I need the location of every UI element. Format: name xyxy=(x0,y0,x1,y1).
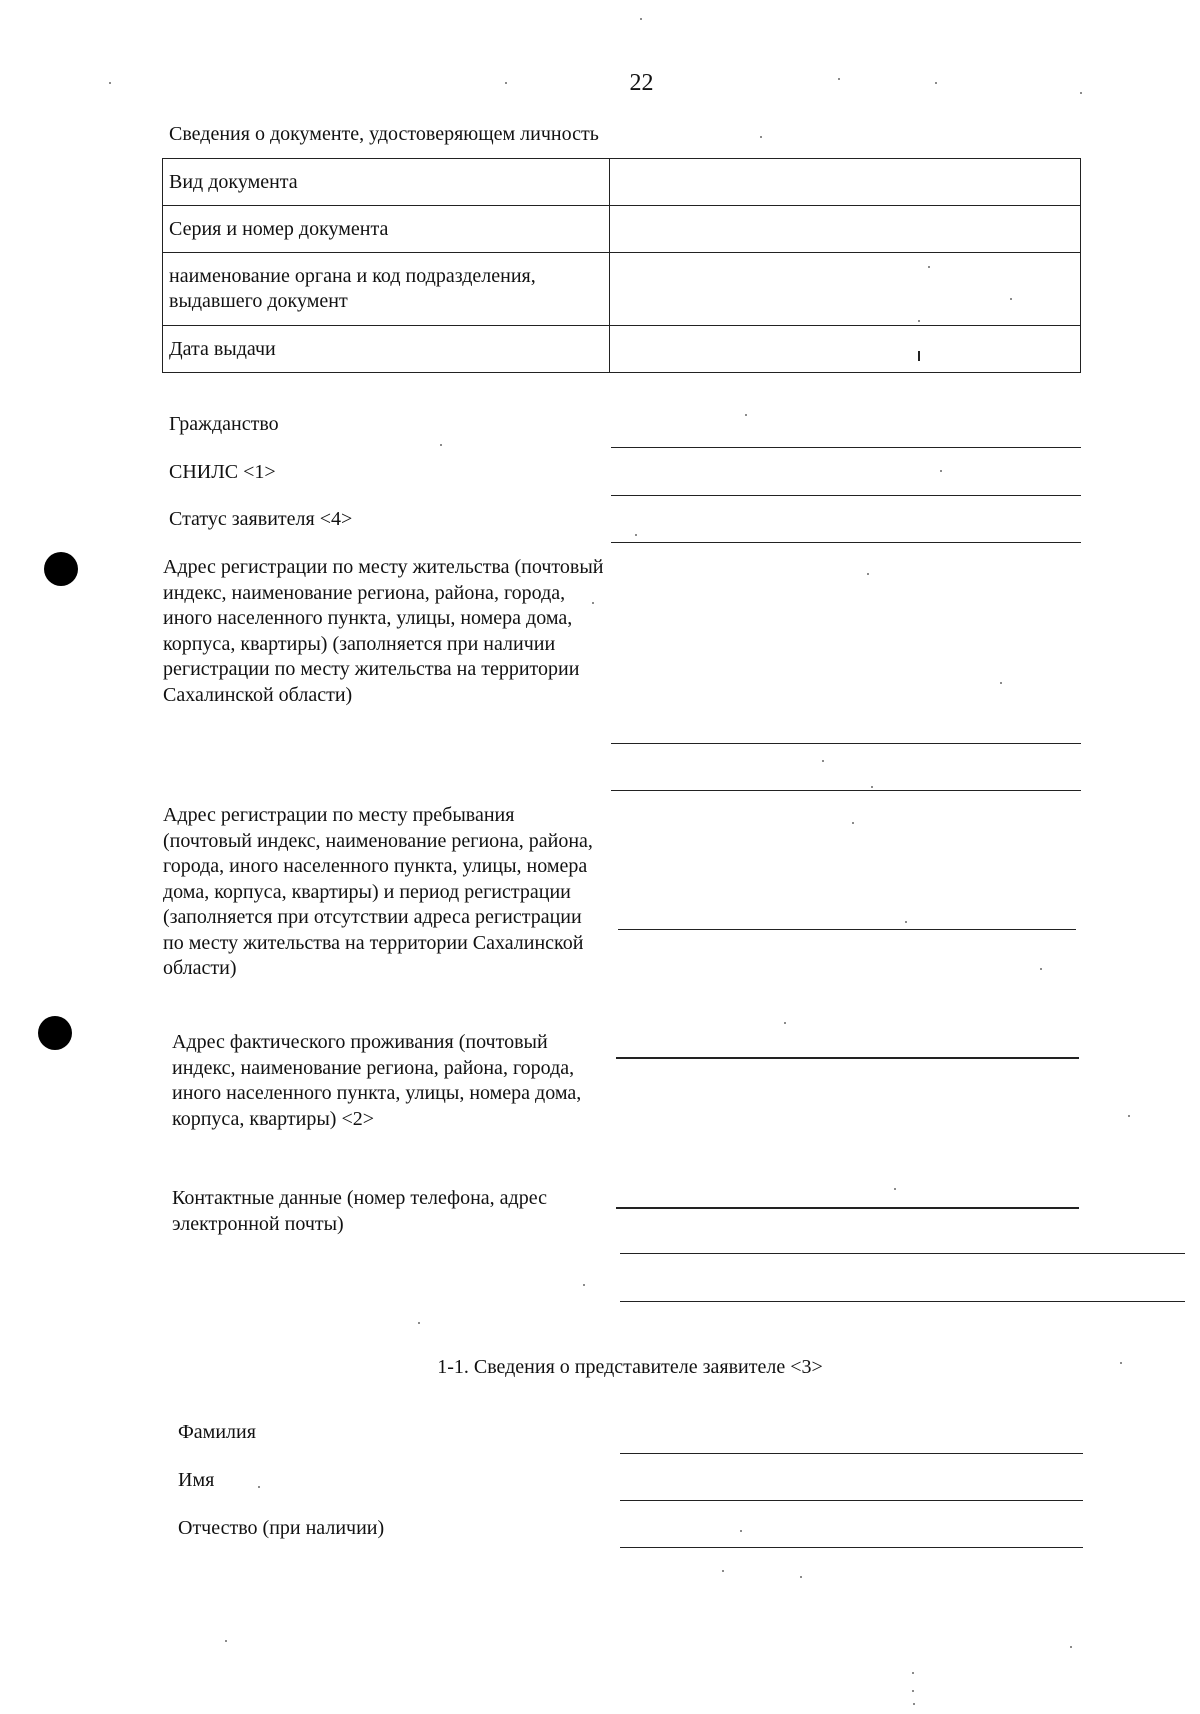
scan-speck xyxy=(1080,92,1082,94)
scan-speck xyxy=(760,136,762,138)
scan-speck xyxy=(440,444,442,446)
series-number-value[interactable] xyxy=(610,206,1081,253)
bullet-mark xyxy=(38,1016,72,1050)
citizenship-label: Гражданство xyxy=(169,413,279,435)
reg-address-line-1[interactable] xyxy=(611,743,1081,744)
patronymic-label: Отчество (при наличии) xyxy=(178,1517,385,1539)
doc-type-value[interactable] xyxy=(610,159,1081,206)
citizenship-line[interactable] xyxy=(611,447,1081,448)
scan-speck xyxy=(505,82,507,84)
scan-speck xyxy=(852,822,854,824)
scan-speck xyxy=(722,1570,724,1572)
scan-speck xyxy=(905,921,907,923)
snils-line[interactable] xyxy=(611,495,1081,496)
bullet-mark xyxy=(44,552,78,586)
scan-speck xyxy=(592,602,594,604)
scan-speck xyxy=(1120,1362,1122,1364)
row-label-issue-date: Дата выдачи xyxy=(163,326,610,373)
scan-speck xyxy=(871,786,873,788)
scan-speck xyxy=(1070,1646,1072,1648)
scan-speck xyxy=(913,1703,915,1705)
actual-address-line[interactable] xyxy=(616,1057,1079,1059)
scan-mark xyxy=(918,351,920,361)
first-name-label: Имя xyxy=(178,1469,215,1491)
applicant-status-label: Статус заявителя <4> xyxy=(169,508,353,530)
reg-address-line-2[interactable] xyxy=(611,790,1081,791)
contacts-line-3[interactable] xyxy=(620,1301,1185,1302)
first-name-line[interactable] xyxy=(620,1500,1083,1501)
contacts-line-2[interactable] xyxy=(620,1253,1185,1254)
id-document-table xyxy=(162,158,1081,373)
scan-speck xyxy=(928,266,930,268)
scan-speck xyxy=(1040,968,1042,970)
last-name-line[interactable] xyxy=(620,1453,1083,1454)
scan-speck xyxy=(418,1322,420,1324)
snils-label: СНИЛС <1> xyxy=(169,461,276,483)
scan-speck xyxy=(1128,1115,1130,1117)
scan-speck xyxy=(940,470,942,472)
row-label-issuer: наименование органа и код подразделения, выдавшего документ xyxy=(163,253,610,326)
row-label-series-number: Серия и номер документа xyxy=(163,206,610,253)
stay-address-label: Адрес регистрации по месту пребывания (почтовый индекс, наименование региона, района, города, иного населенного пункта, улицы, номера дома, корпуса, квартиры) и период регистрации (заполняется при отсутствии адреса регистрации по месту жительства на территории Сахалинской области) xyxy=(163,804,593,979)
scan-speck xyxy=(1000,682,1002,684)
actual-address-label: Адрес фактического проживания (почтовый индекс, наименование региона, района, города, иного населенного пункта, улицы, номера дома, корпуса, квартиры) <2> xyxy=(172,1031,582,1130)
scan-speck xyxy=(1010,298,1012,300)
scan-speck xyxy=(867,573,869,575)
scan-speck xyxy=(918,320,920,322)
scan-speck xyxy=(640,18,642,20)
stay-address-line[interactable] xyxy=(618,929,1076,930)
table-row xyxy=(163,206,1081,253)
row-label-doc-type: Вид документа xyxy=(163,159,610,206)
last-name-label: Фамилия xyxy=(178,1421,256,1443)
scan-speck xyxy=(740,1530,742,1532)
reg-address-label: Адрес регистрации по месту жительства (почтовый индекс, наименование региона, района, города, иного населенного пункта, улицы, номера дома, корпуса, квартиры) (заполняется при наличии регистрации по месту жительства на территории Сахалинской области) xyxy=(163,556,604,706)
scan-speck xyxy=(583,1284,585,1286)
scan-speck xyxy=(258,1486,260,1488)
contacts-label: Контактные данные (номер телефона, адрес электронной почты) xyxy=(172,1187,547,1235)
issue-date-value[interactable] xyxy=(610,326,1081,373)
scan-speck xyxy=(912,1690,914,1692)
scan-speck xyxy=(838,78,840,80)
table-row xyxy=(163,253,1081,326)
id-section-title: Сведения о документе, удостоверяющем личность xyxy=(169,123,599,145)
scan-speck xyxy=(894,1188,896,1190)
contacts-line-1[interactable] xyxy=(616,1207,1079,1209)
issuer-value[interactable] xyxy=(610,253,1081,326)
applicant-status-line[interactable] xyxy=(611,542,1081,543)
scan-speck xyxy=(225,1640,227,1642)
scan-speck xyxy=(635,534,637,536)
scan-speck xyxy=(109,82,111,84)
scan-speck xyxy=(822,760,824,762)
table-row xyxy=(163,159,1081,206)
scan-speck xyxy=(935,82,937,84)
scan-speck xyxy=(784,1022,786,1024)
patronymic-line[interactable] xyxy=(620,1547,1083,1548)
scan-speck xyxy=(912,1672,914,1674)
representative-section-title: 1-1. Сведения о представителе заявителе <3> xyxy=(437,1356,823,1378)
scan-speck xyxy=(745,414,747,416)
table-row xyxy=(163,326,1081,373)
page-number: 22 xyxy=(629,70,654,96)
scan-speck xyxy=(800,1576,802,1578)
